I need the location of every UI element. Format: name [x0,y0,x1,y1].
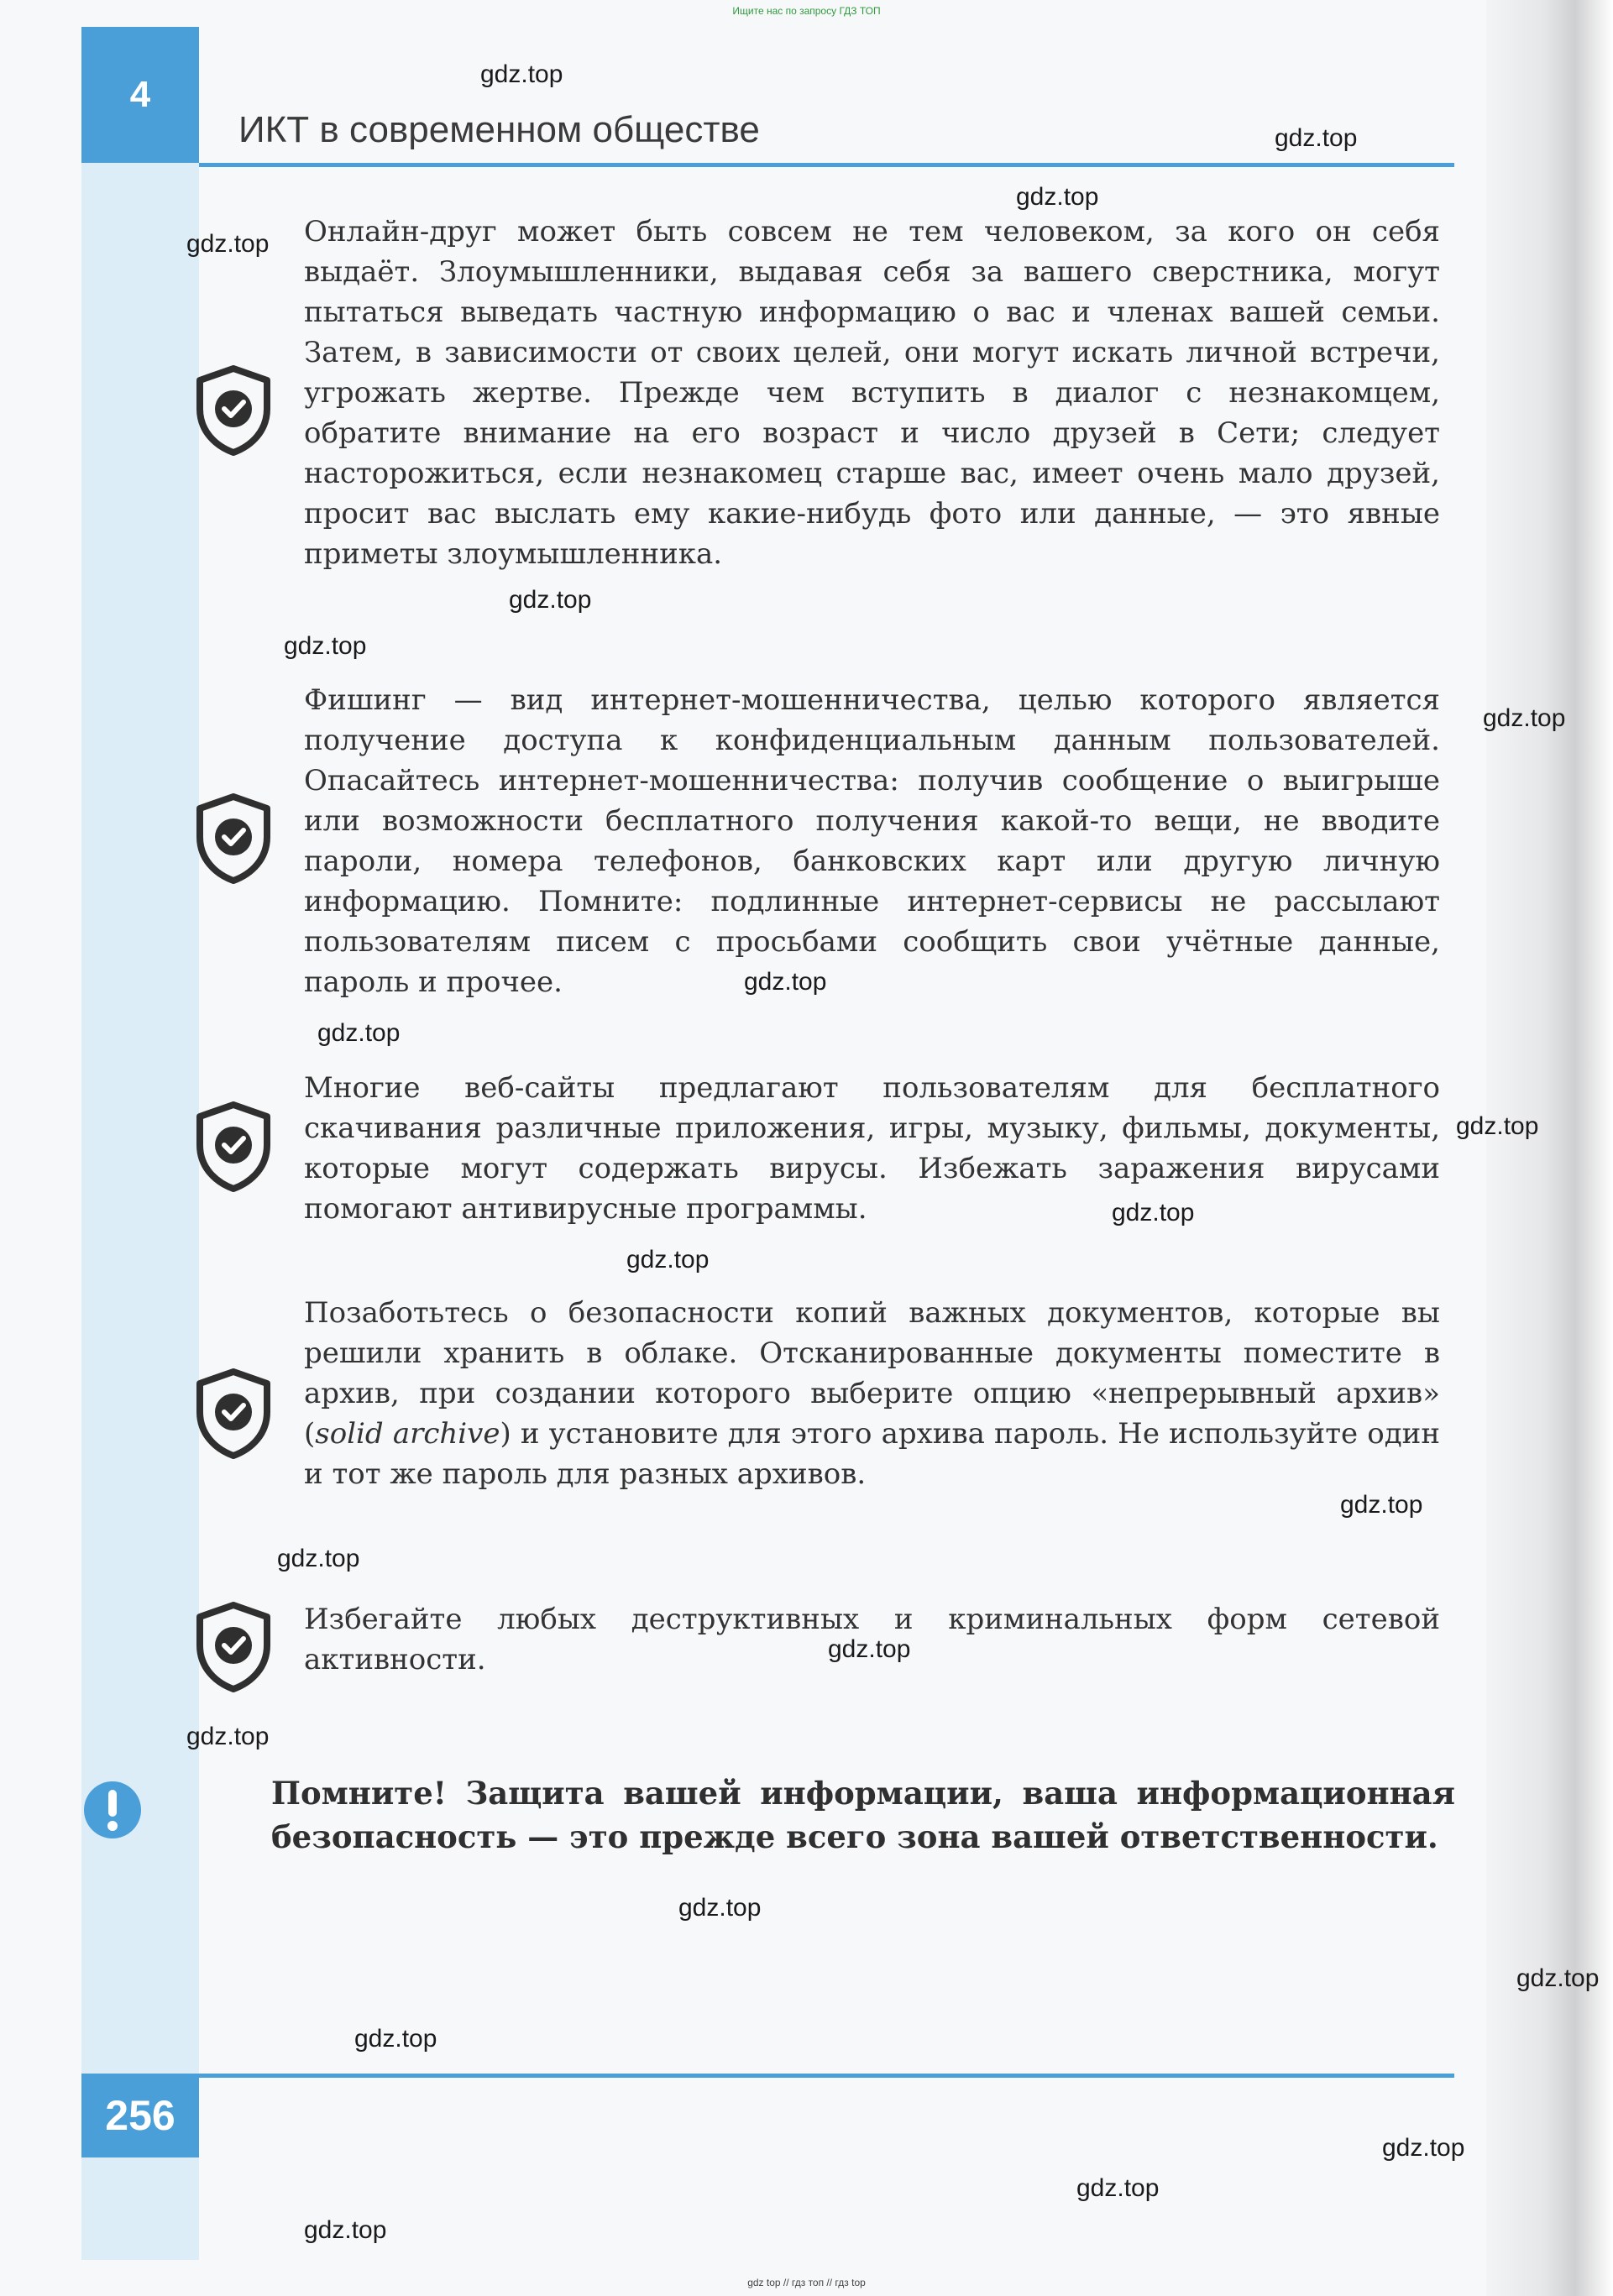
left-margin-band [81,27,199,2260]
watermark: gdz.top [480,60,563,88]
watermark: gdz.top [1382,2134,1465,2162]
watermark: gdz.top [1483,704,1566,732]
shield-check-icon [193,1101,274,1192]
shield-check-icon [193,793,274,884]
top-promo-note: Ищите нас по запросу ГДЗ ТОП [732,5,881,17]
watermark: gdz.top [1516,1964,1600,1992]
watermark: gdz.top [1016,183,1099,211]
safety-tip-paragraph: Фишинг — вид интернет-мошенничества, целью которого является получение доступа к конфиденциальным данным пользователей. Опасайтесь интернет-мошенничества: получив сообщение о выигрыше или возможности бесплатного получения какой-то вещи, не вводите пароли, номера телефонов, банковских карт или другую личную информацию. Помните: подлинные интернет-сервисы не рассылают пользователям писем с просьбами сообщить свои учётные данные, пароль и прочее. [304,683,1440,999]
watermark: gdz.top [678,1894,762,1922]
watermark: gdz.top [1076,2174,1160,2202]
watermark: gdz.top [744,968,827,996]
tip-text: Позаботьтесь о безопасности копий важных документов, которые вы решили хранить в облаке. Отсканированные документы поместите в архив, при создании которого выберите опцию «непрерывный архив» ( [304,1296,1440,1451]
remember-callout: Помните! Защита вашей информации, ваша информационная безопасность — это прежде всего зона вашей ответственности. [271,1775,1455,1855]
bottom-note: gdz top // гдз топ // гдз top [747,2277,866,2288]
shield-check-icon [193,365,274,456]
watermark: gdz.top [1112,1199,1195,1226]
safety-tip-paragraph: Онлайн-друг может быть совсем не тем человеком, за кого он себя выдаёт. Злоумышленники, выдавая себя за вашего сверстника, могут пытаться выведать частную информацию о вас и членах вашей семьи. Затем, в зависимости от своих целей, они могут искать личной встречи, угрожать жертве. Прежде чем вступить в диалог с незнакомцем, обратите внимание на его возраст и число друзей в Сети; следует насторожиться, если незнакомец старше вас, имеет очень мало друзей, просит вас выслать ему какие-нибудь фото или данные, — это явные приметы злоумышленника. [304,215,1440,571]
watermark: gdz.top [317,1019,401,1047]
watermark: gdz.top [1456,1112,1539,1140]
tip-text: ) и установите для этого архива пароль. Не используйте один и тот же пароль для разных архивов. [304,1417,1440,1491]
watermark: gdz.top [1275,124,1358,152]
header-divider [199,163,1454,167]
watermark: gdz.top [626,1246,710,1274]
watermark: gdz.top [1340,1491,1423,1519]
footer-divider [199,2074,1454,2078]
watermark: gdz.top [186,1723,270,1750]
chapter-number-badge: 4 [81,27,199,163]
exclamation-icon [82,1780,143,1840]
chapter-title: ИКТ в современном обществе [238,109,760,150]
watermark: gdz.top [186,230,270,258]
safety-tip-paragraph: Многие веб-сайты предлагают пользователям для бесплатного скачивания различные приложения, игры, музыку, фильмы, документы, которые могут содержать вирусы. Избежать заражения вирусами помогают антивирусные программы. [304,1071,1440,1226]
safety-tip-paragraph [304,1293,1440,1494]
safety-tip-paragraph: Избегайте любых деструктивных и криминальных форм сетевой активности. [304,1603,1440,1676]
shield-check-icon [193,1368,274,1459]
watermark: gdz.top [828,1635,911,1663]
watermark: gdz.top [509,586,592,614]
page-gutter-shadow [1486,0,1613,2296]
watermark: gdz.top [304,2216,387,2244]
watermark: gdz.top [277,1545,360,1572]
watermark: gdz.top [284,632,367,660]
page-number: 256 [81,2074,199,2157]
tip-term: solid archive [315,1417,500,1451]
watermark: gdz.top [354,2025,437,2053]
shield-check-icon [193,1602,274,1692]
